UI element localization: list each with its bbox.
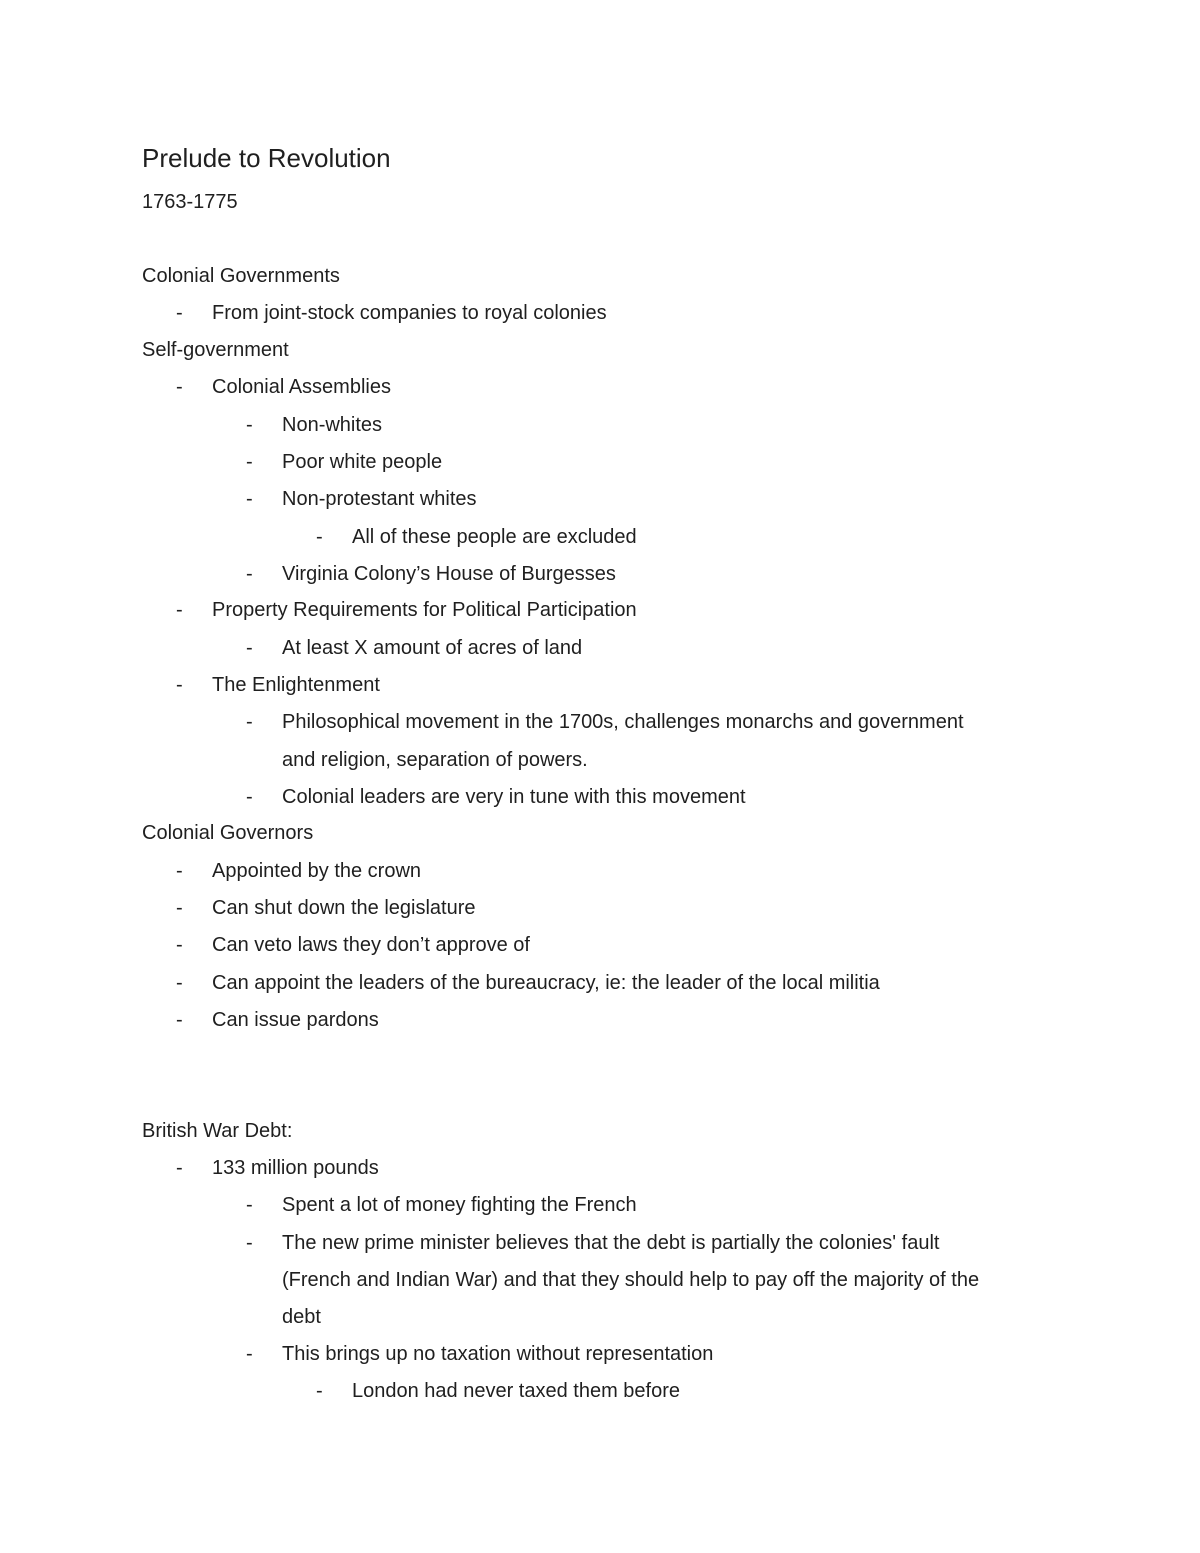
bullet-dash: - [176,897,183,919]
list-item: Property Requirements for Political Participation [212,599,637,621]
list-item: Colonial leaders are very in tune with this movement [282,786,746,808]
bullet-dash: - [176,1157,183,1179]
bullet-dash: - [176,860,183,882]
list-item: At least X amount of acres of land [282,637,583,659]
list-item: Can issue pardons [212,1009,379,1031]
list-item-continuation: debt [282,1306,321,1328]
heading-british-war-debt: British War Debt: [142,1120,293,1142]
list-item: Non-whites [282,414,383,436]
list-item: 133 million pounds [212,1157,379,1179]
bullet-dash: - [246,563,253,585]
bullet-dash: - [246,451,253,473]
bullet-dash: - [176,302,183,324]
list-item: Colonial Assemblies [212,376,391,398]
list-item: Can veto laws they don’t approve of [212,934,530,956]
bullet-dash: - [246,786,253,808]
page-title: Prelude to Revolution [142,143,391,173]
heading-self-government: Self-government [142,339,289,361]
heading-colonial-governments: Colonial Governments [142,265,340,287]
list-item: Philosophical movement in the 1700s, challenges monarchs and government [282,711,964,733]
list-item: From joint-stock companies to royal colonies [212,302,607,324]
list-item: Poor white people [282,451,443,473]
bullet-dash: - [246,711,253,733]
list-item: Spent a lot of money fighting the French [282,1194,637,1216]
bullet-dash: - [246,1343,253,1365]
date-range: 1763-1775 [142,191,238,213]
list-item: London had never taxed them before [352,1380,681,1402]
list-item: This brings up no taxation without representation [282,1343,714,1365]
list-item-continuation: and religion, separation of powers. [282,749,588,771]
bullet-dash: - [316,1380,323,1402]
bullet-dash: - [176,1009,183,1031]
list-item: All of these people are excluded [352,526,637,548]
bullet-dash: - [176,674,183,696]
bullet-dash: - [246,488,253,510]
list-item: The Enlightenment [212,674,380,696]
bullet-dash: - [246,637,253,659]
list-item: The new prime minister believes that the debt is partially the colonies' fault [282,1232,940,1254]
bullet-dash: - [246,414,253,436]
bullet-dash: - [316,526,323,548]
bullet-dash: - [176,376,183,398]
bullet-dash: - [176,972,183,994]
list-item: Virginia Colony’s House of Burgesses [282,563,616,585]
list-item: Non-protestant whites [282,488,477,510]
list-item: Can appoint the leaders of the bureaucracy, ie: the leader of the local militia [212,972,880,994]
bullet-dash: - [176,599,183,621]
list-item: Appointed by the crown [212,860,422,882]
list-item-continuation: (French and Indian War) and that they should help to pay off the majority of the [282,1269,980,1291]
bullet-dash: - [246,1232,253,1254]
heading-colonial-governors: Colonial Governors [142,822,314,844]
bullet-dash: - [246,1194,253,1216]
list-item: Can shut down the legislature [212,897,476,919]
bullet-dash: - [176,934,183,956]
